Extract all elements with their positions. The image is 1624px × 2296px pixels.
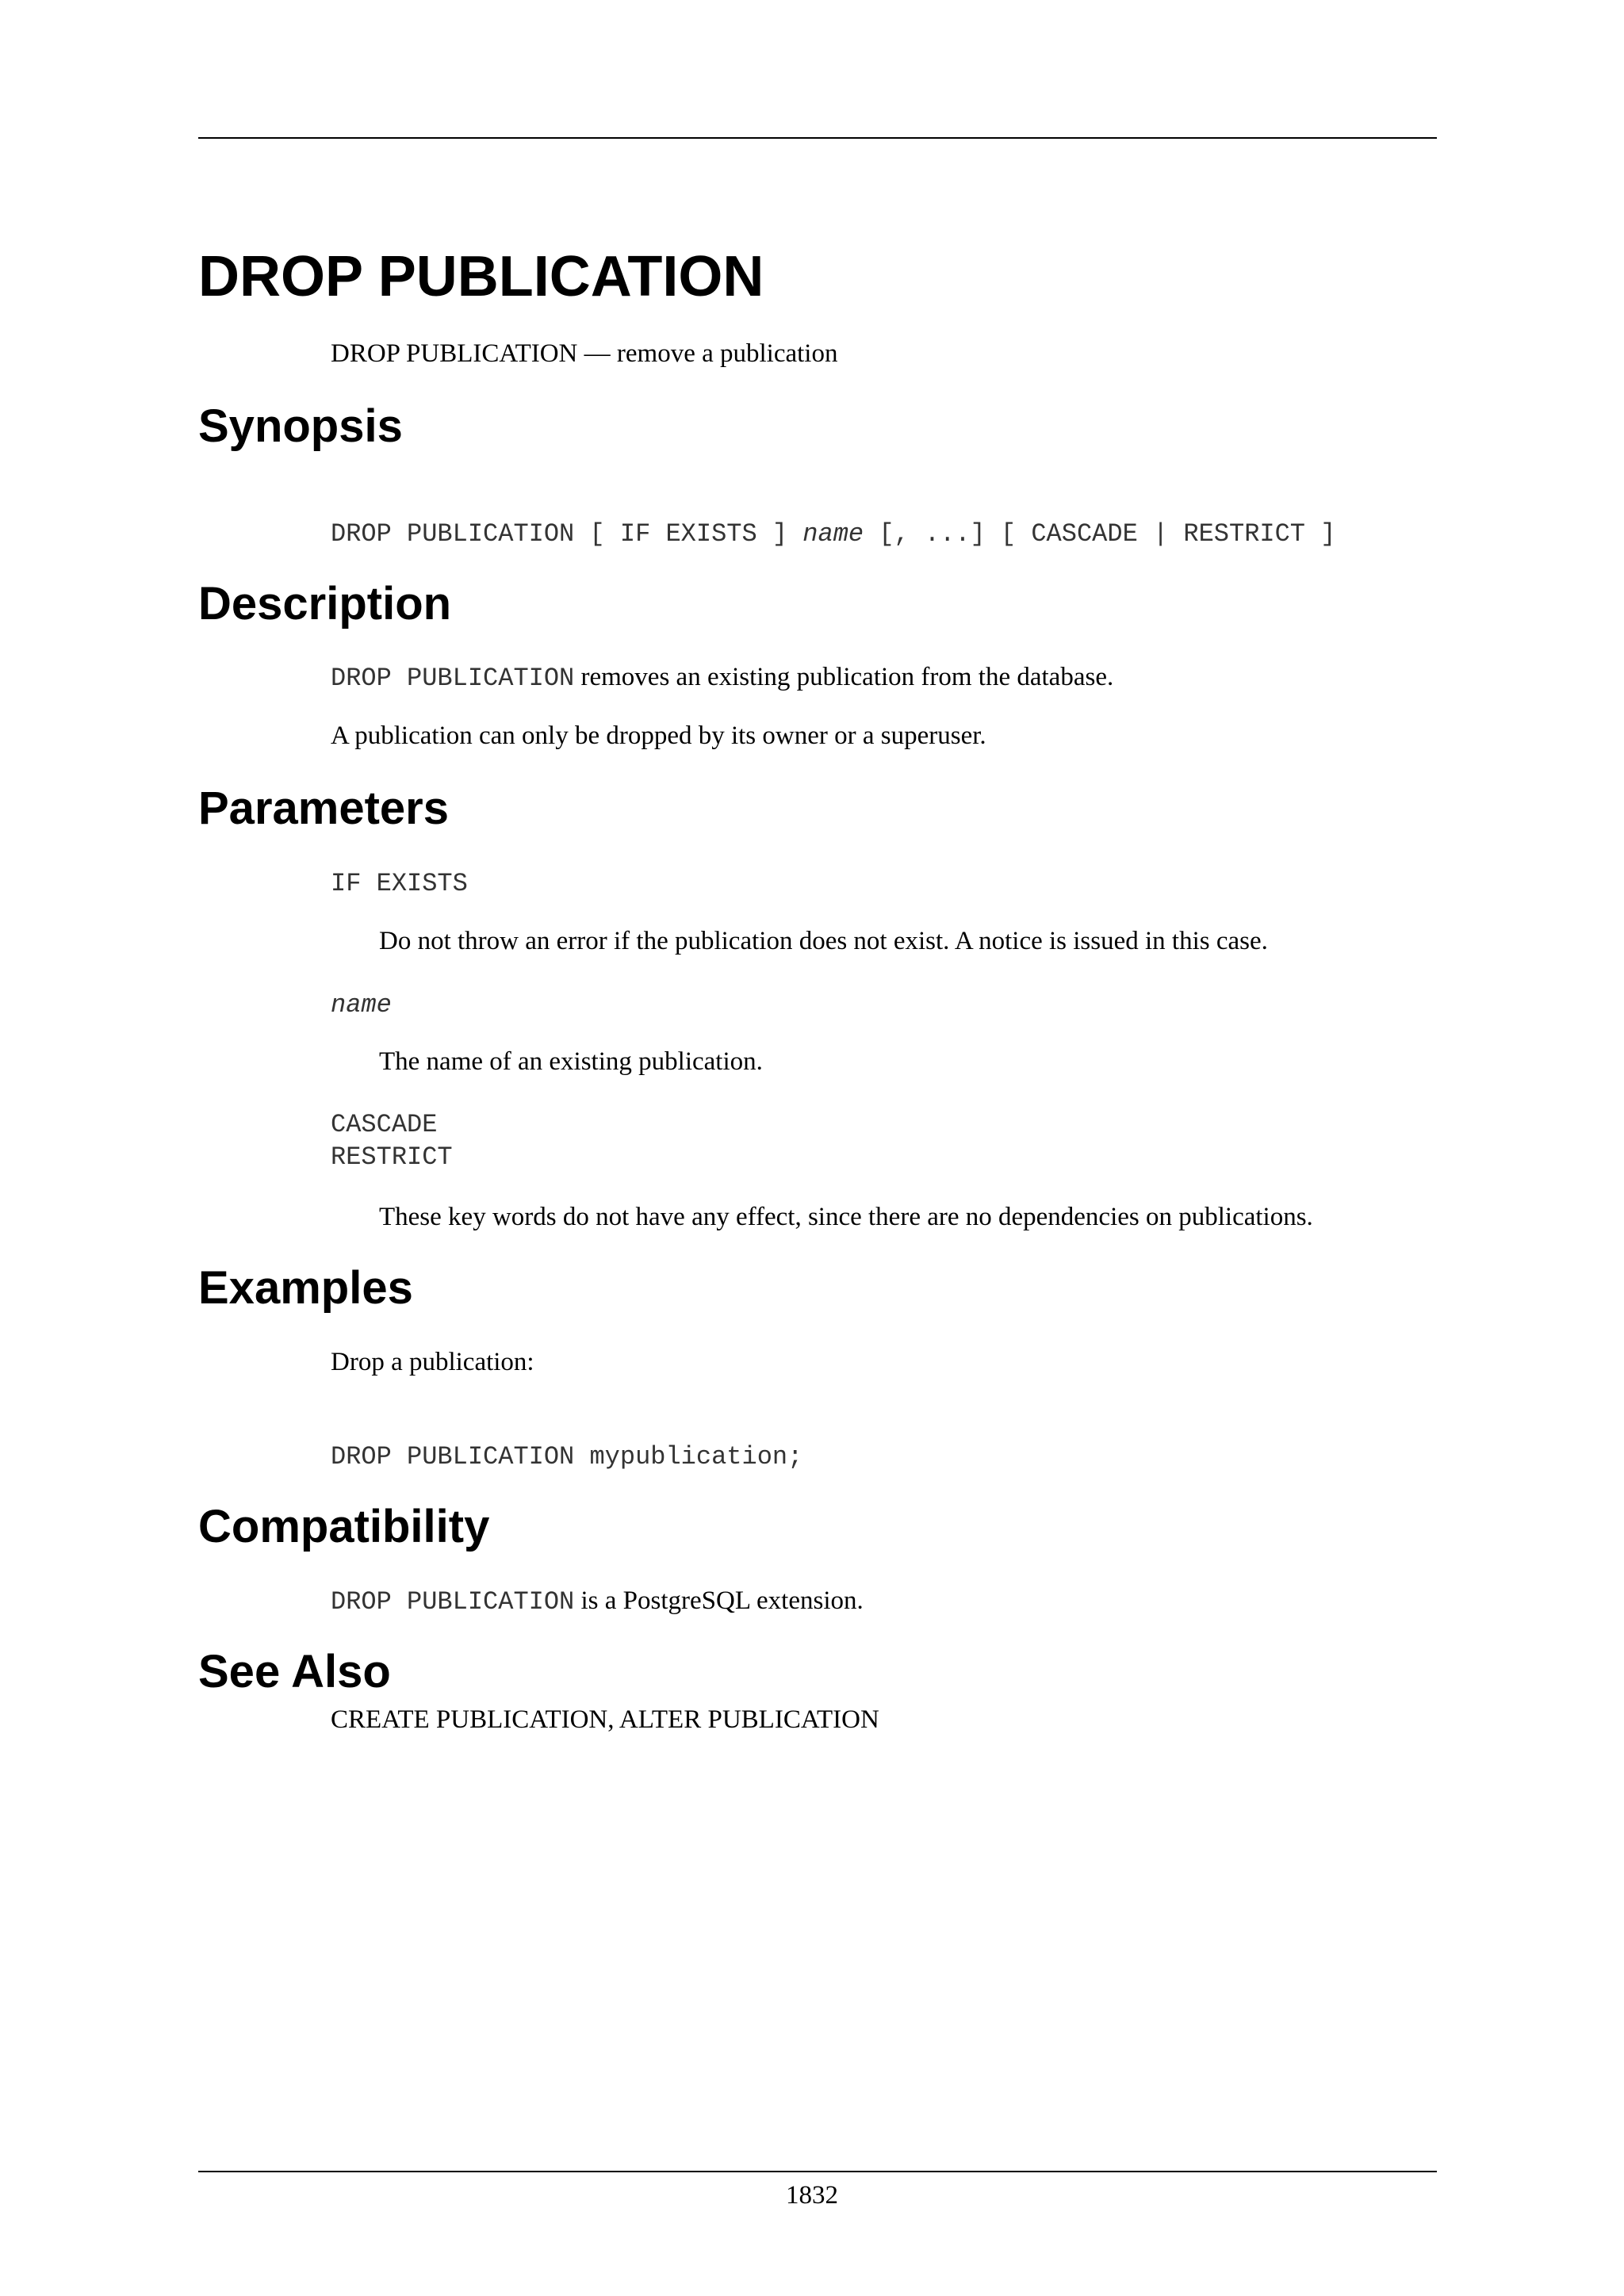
synopsis-code-part-a: DROP PUBLICATION [ IF EXISTS ]: [331, 519, 803, 549]
page-number: 1832: [786, 2181, 838, 2210]
see-also-heading: See Also: [198, 1646, 391, 1697]
description-heading: Description: [198, 578, 452, 629]
compatibility-heading: Compatibility: [198, 1501, 490, 1552]
examples-intro: Drop a publication:: [331, 1348, 534, 1376]
parameters-heading: Parameters: [198, 783, 449, 834]
param-term-cascade: CASCADE: [331, 1110, 438, 1139]
synopsis-code-part-b: [, ...] [ CASCADE | RESTRICT ]: [864, 519, 1336, 549]
examples-heading: Examples: [198, 1262, 413, 1314]
synopsis-code: [331, 519, 1336, 549]
param-desc-cascade-restrict: These key words do not have any effect, since there are no dependencies on publications.: [379, 1203, 1313, 1231]
compatibility-text: is a PostgreSQL extension.: [574, 1586, 864, 1615]
see-also-links[interactable]: CREATE PUBLICATION, ALTER PUBLICATION: [331, 1705, 879, 1734]
description-code: DROP PUBLICATION: [331, 664, 575, 693]
header-rule: [198, 137, 1437, 139]
synopsis-code-name: name: [802, 519, 864, 549]
param-term-restrict: RESTRICT: [331, 1142, 453, 1172]
footer-rule: [198, 2171, 1437, 2172]
description-paragraph-2: A publication can only be dropped by its owner or a superuser.: [331, 721, 986, 750]
description-paragraph-1: [331, 664, 1113, 691]
refpurpose: DROP PUBLICATION — remove a publication: [331, 339, 838, 368]
compatibility-code: DROP PUBLICATION: [331, 1587, 575, 1617]
compatibility-paragraph: [331, 1588, 864, 1615]
param-desc-if-exists: Do not throw an error if the publication does not exist. A notice is issued in this case.: [379, 927, 1268, 955]
examples-code: DROP PUBLICATION mypublication;: [331, 1442, 803, 1471]
synopsis-heading: Synopsis: [198, 400, 403, 452]
param-term-if-exists: IF EXISTS: [331, 869, 468, 898]
page-title: DROP PUBLICATION: [198, 245, 764, 308]
description-text: removes an existing publication from the database.: [574, 663, 1114, 691]
param-term-name: name: [331, 990, 392, 1020]
param-desc-name: The name of an existing publication.: [379, 1047, 763, 1076]
